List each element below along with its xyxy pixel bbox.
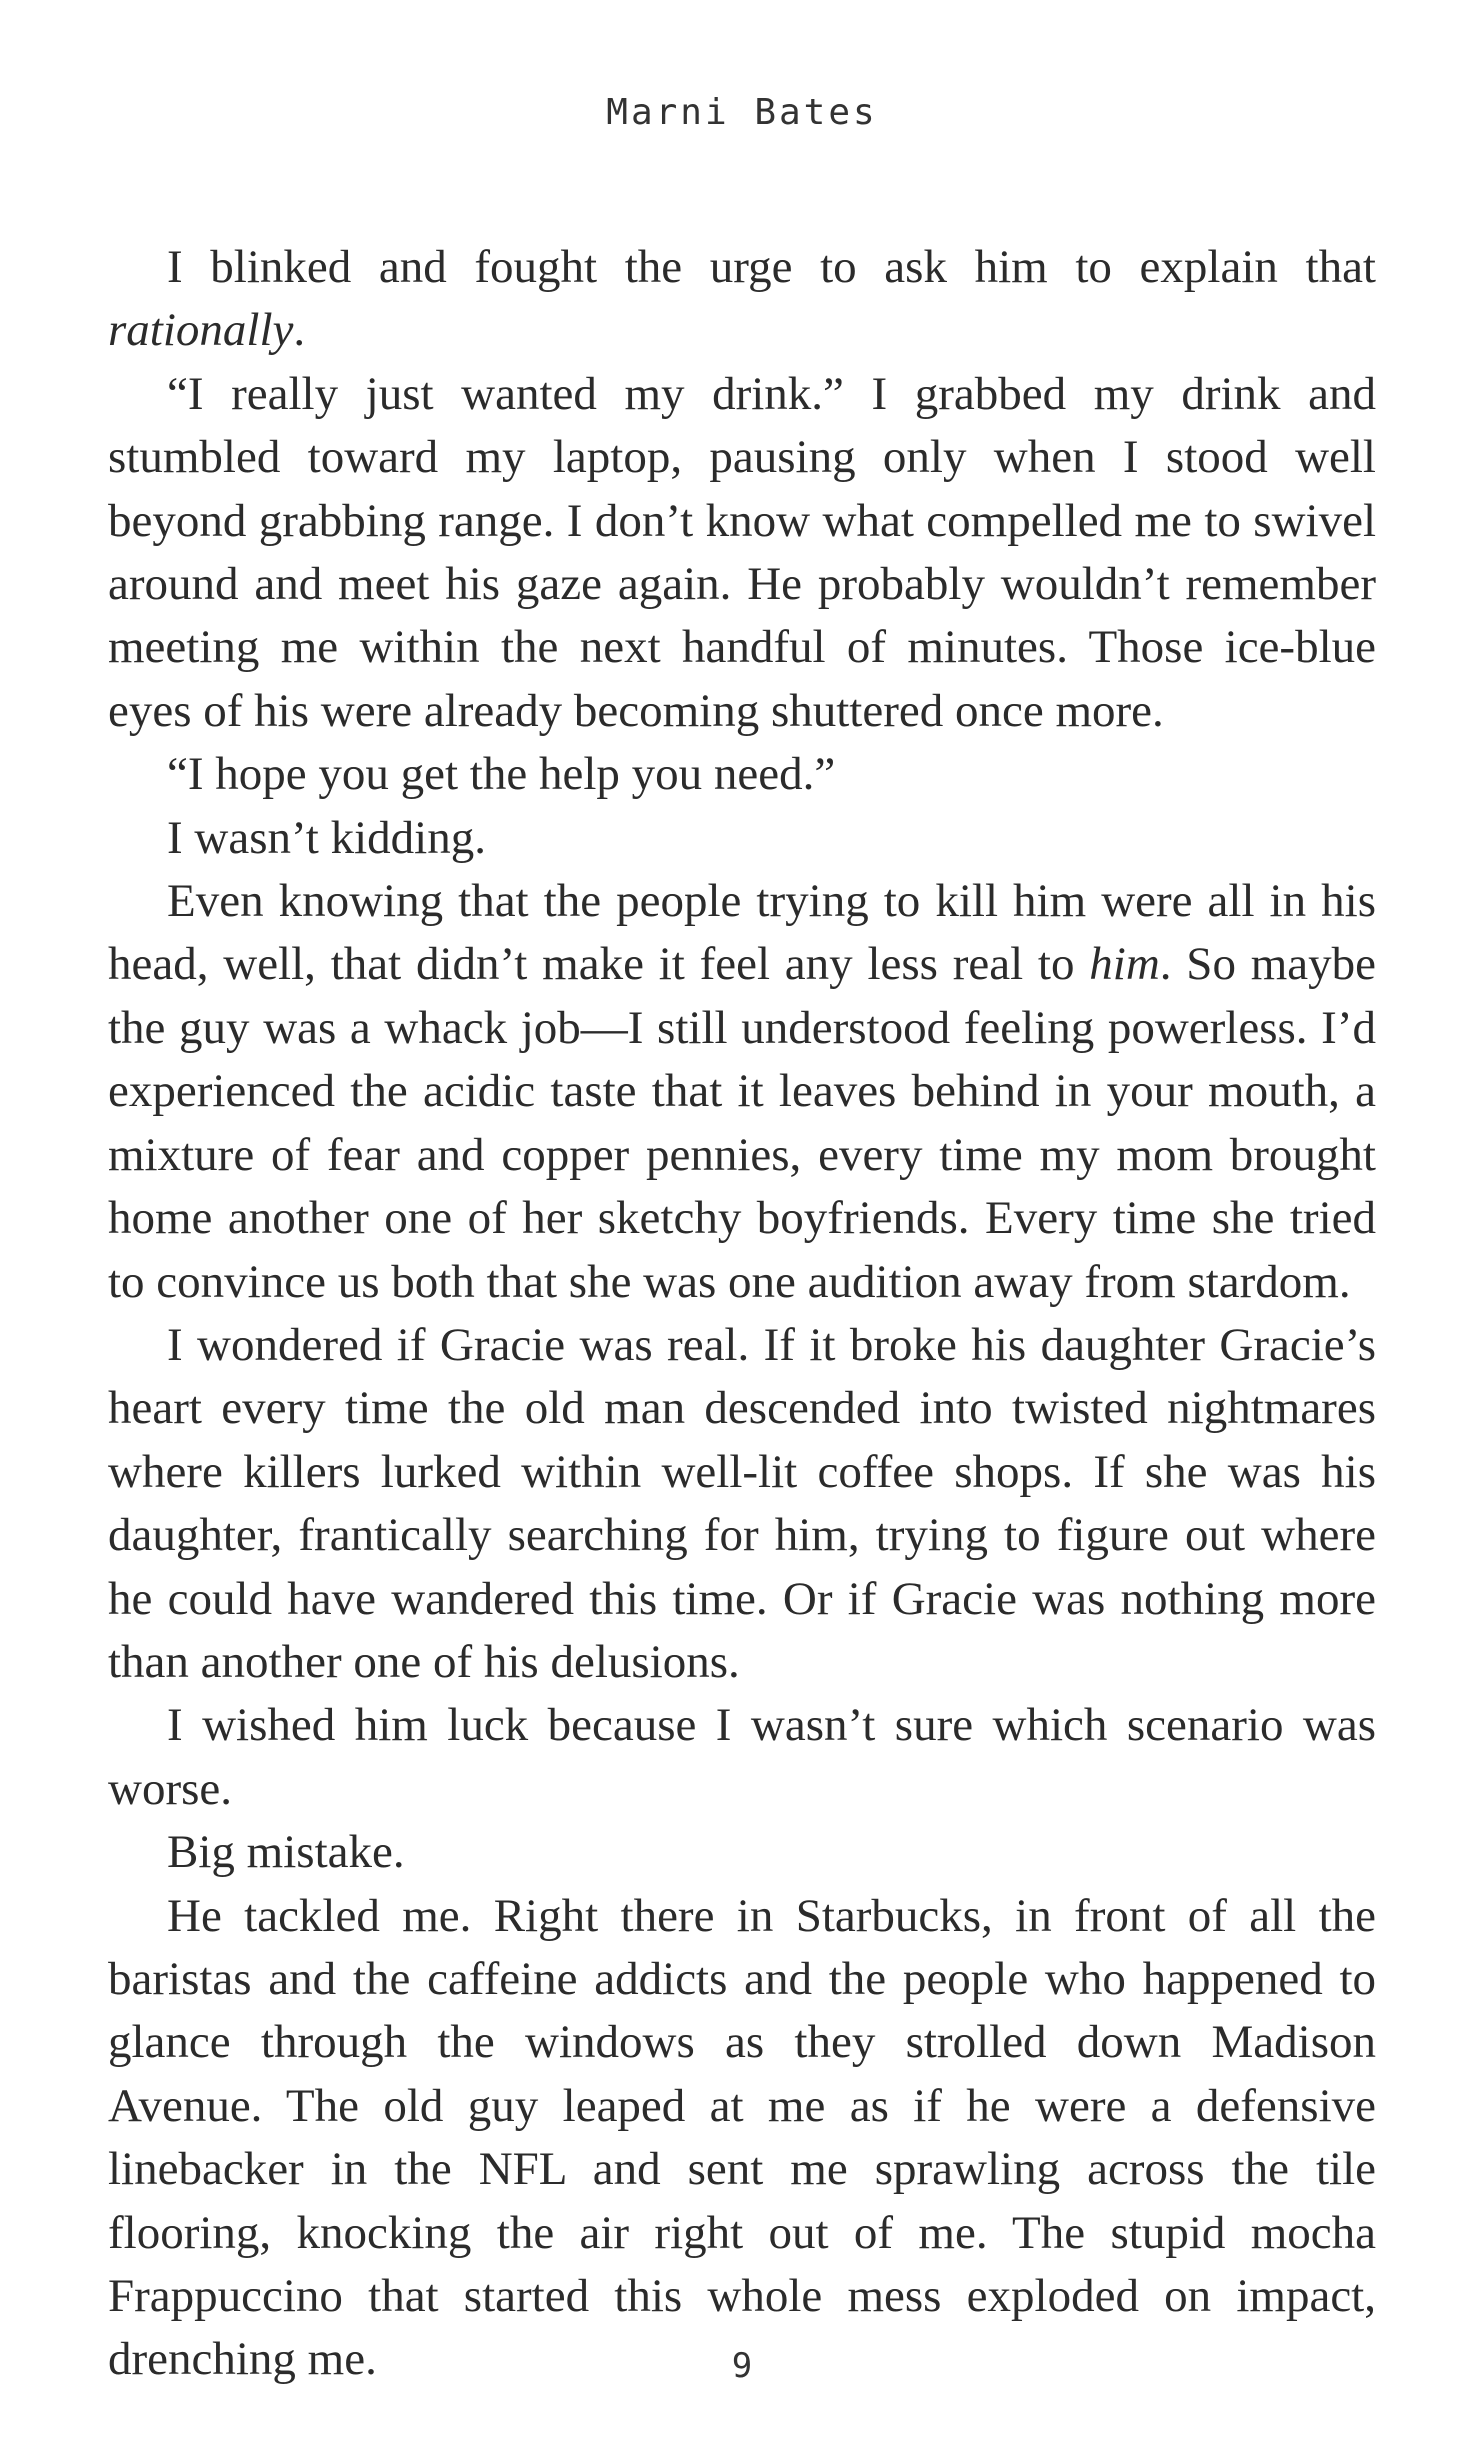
paragraph-text: He tackled me. Right there in Starbucks, in front of all the baristas and the caffeine addicts and the people who happened to glance through the windows as they strolled down Madison Avenue. The old guy leaped at me as if he were a defensive linebacker in the NFL and sent me sprawling across the tile flooring, knocking the air right out of me. The stupid mocha Frappuccino that started this whole mess exploded on impact, drenching me. [108, 1889, 1376, 2386]
paragraph [108, 1314, 1376, 1694]
paragraph-text: I wondered if Gracie was real. If it broke his daughter Gracie’s heart every time the old man descended into twisted nightmares where killers lurked within well-lit coffee shops. If she was his daughter, frantically searching for him, trying to figure out where he could have wandered this time. Or if Gracie was nothing more than another one of his delusions. [108, 1318, 1376, 1688]
paragraph [108, 743, 1376, 806]
paragraph-text-tail: . [293, 304, 306, 357]
paragraph-text-tail: . So maybe the guy was a whack job—I still understood feeling powerless. I’d experienced the acidic taste that it leaves behind in your mouth, a mixture of fear and copper pennies, every time my mom brought home another one of her sketchy boyfriends. Every time she tried to convince us both that she was one audition away from stardom. [108, 938, 1377, 1308]
paragraph-text: “I hope you get the help you need.” [167, 748, 836, 801]
body-text [108, 236, 1376, 2392]
paragraph-text: “I really just wanted my drink.” I grabbed my drink and stumbled toward my laptop, pausing only when I stood well beyond grabbing range. I don’t know what compelled me to swivel around and meet his gaze again. He probably wouldn’t remember meeting me within the next handful of minutes. Those ice-blue eyes of his were already becoming shuttered once more. [108, 367, 1376, 737]
running-header-author: Marni Bates [606, 92, 878, 133]
paragraph [108, 363, 1376, 743]
paragraph-emphasis: him [1089, 938, 1160, 991]
paragraph-emphasis: rationally [108, 304, 294, 357]
paragraph-text: I blinked and fought the urge to ask him to explain that [167, 241, 1376, 293]
paragraph-text: I wished him luck because I wasn’t sure which scenario was worse. [108, 1699, 1376, 1815]
paragraph [108, 1885, 1376, 2392]
paragraph [108, 236, 1376, 363]
paragraph-text: Even knowing that the people trying to kill him were all in his head, well, that didn’t make it feel any less real to [108, 875, 1376, 991]
paragraph [108, 1821, 1376, 1884]
paragraph-text: Big mistake. [167, 1826, 405, 1879]
paragraph [108, 1694, 1376, 1821]
paragraph [108, 807, 1376, 870]
page-number: 9 [731, 2346, 753, 2386]
paragraph [108, 870, 1376, 1314]
paragraph-text: I wasn’t kidding. [167, 811, 486, 864]
